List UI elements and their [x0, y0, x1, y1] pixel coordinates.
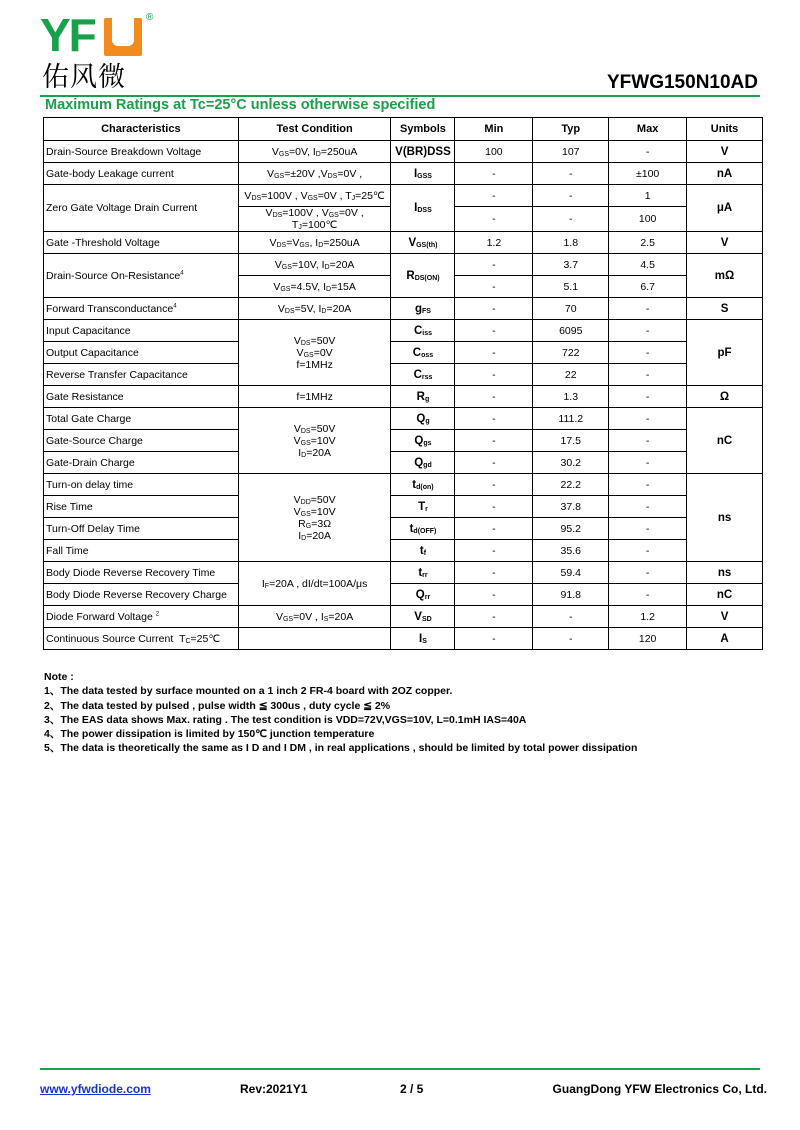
characteristic: Rise Time [44, 496, 239, 518]
characteristic: Forward Transconductance$^4$ [44, 298, 239, 320]
typ-value: 22 [533, 364, 609, 386]
table-row [44, 562, 763, 584]
typ-value: 3.7 [533, 254, 609, 276]
characteristic: Turn-Off Delay Time [44, 518, 239, 540]
min-value: - [455, 628, 533, 650]
unit: V [687, 232, 763, 254]
table-row [44, 141, 763, 163]
characteristic: Gate Resistance [44, 386, 239, 408]
symbol: $Q_{gd}$ [391, 452, 455, 474]
table-row [44, 298, 763, 320]
unit: pF [687, 320, 763, 386]
max-value: - [609, 584, 687, 606]
symbol: $g_{FS}$ [391, 298, 455, 320]
header-characteristics: Characteristics [44, 118, 239, 141]
min-value: - [455, 562, 533, 584]
symbol: $I_S$ [391, 628, 455, 650]
typ-value: 107 [533, 141, 609, 163]
test-condition: $V_{DS}=100V$ , $V_{GS}=0V$ , $T_J=100℃$ [238, 207, 391, 232]
symbol: $t_f$ [391, 540, 455, 562]
note-item: 2、The data tested by pulsed , pulse width ≦ 300us , duty cycle ≦ 2% [44, 699, 391, 712]
test-condition: $V_{GS}=0V$, $I_D=250uA$ [238, 141, 391, 163]
test-condition [238, 628, 391, 650]
company-name: GuangDong YFW Electronics Co, Ltd. [552, 1082, 767, 1096]
typ-value: 111.2 [533, 408, 609, 430]
characteristic: Diode Forward Voltage $^2$ [44, 606, 239, 628]
max-value: - [609, 518, 687, 540]
symbol: $C_{oss}$ [391, 342, 455, 364]
characteristic: Output Capacitance [44, 342, 239, 364]
characteristic: Gate -Threshold Voltage [44, 232, 239, 254]
typ-value: 30.2 [533, 452, 609, 474]
max-value: - [609, 298, 687, 320]
max-value: 1 [609, 185, 687, 207]
table-row [44, 430, 763, 452]
company-logo [40, 10, 170, 95]
page-number: 2 / 5 [400, 1082, 424, 1096]
spec-table [43, 117, 763, 650]
typ-value: 722 [533, 342, 609, 364]
logo-mark [104, 18, 142, 56]
min-value: - [455, 298, 533, 320]
min-value: - [455, 518, 533, 540]
unit: Ω [687, 386, 763, 408]
table-row [44, 364, 763, 386]
table-row [44, 540, 763, 562]
table-row [44, 584, 763, 606]
unit: V [687, 606, 763, 628]
test-condition: $I_F=20A$ , dI/dt=100A/μs [238, 562, 391, 606]
symbol: $R_{DS(ON)}$ [391, 254, 455, 298]
max-value: - [609, 562, 687, 584]
characteristic: Zero Gate Voltage Drain Current [44, 185, 239, 232]
symbol: $C_{iss}$ [391, 320, 455, 342]
table-row [44, 474, 763, 496]
characteristic: Gate-body Leakage current [44, 163, 239, 185]
typ-value: - [533, 163, 609, 185]
max-value: 4.5 [609, 254, 687, 276]
characteristic: Drain-Source Breakdown Voltage [44, 141, 239, 163]
max-value: 2.5 [609, 232, 687, 254]
header-typ: Typ [533, 118, 609, 141]
max-value: - [609, 342, 687, 364]
header-min: Min [455, 118, 533, 141]
test-condition: $V_{GS}=0V$ , $I_S=20A$ [238, 606, 391, 628]
header-test-condition: Test Condition [238, 118, 391, 141]
table-row [44, 518, 763, 540]
header-max: Max [609, 118, 687, 141]
min-value: - [455, 342, 533, 364]
characteristic: Total Gate Charge [44, 408, 239, 430]
test-condition: $V_{DD}=50V$ $V_{GS}=10V$ $R_G=3\Omega$ $I_D=20A$ [238, 474, 391, 562]
test-condition: $V_{GS}=\pm 20V$ $,V_{DS}=0V$ , [238, 163, 391, 185]
test-condition: $V_{GS}=4.5V$, $I_D=15A$ [238, 276, 391, 298]
table-row [44, 452, 763, 474]
test-condition: f=1MHz [238, 386, 391, 408]
unit: S [687, 298, 763, 320]
typ-value: 5.1 [533, 276, 609, 298]
table-row [44, 163, 763, 185]
table-row [44, 606, 763, 628]
max-value: - [609, 540, 687, 562]
unit: mΩ [687, 254, 763, 298]
notes [44, 670, 637, 756]
table-row [44, 386, 763, 408]
note-item: 5、The data is theoretically the same as I D and I DM , in real applications , should be limited by total power dissipation [44, 742, 638, 755]
test-condition: $V_{DS}=5V$, $I_D=20A$ [238, 298, 391, 320]
max-value: - [609, 364, 687, 386]
typ-value: 1.8 [533, 232, 609, 254]
min-value: - [455, 254, 533, 276]
table-row [44, 496, 763, 518]
symbol: $V_{GS(th)}$ [391, 232, 455, 254]
min-value: - [455, 276, 533, 298]
table-row [44, 628, 763, 650]
max-value: - [609, 452, 687, 474]
min-value: - [455, 207, 533, 232]
symbol: $Q_g$ [391, 408, 455, 430]
test-condition: $V_{DS}=50V$ $V_{GS}=0V$ f=1MHz [238, 320, 391, 386]
characteristic: Gate-Drain Charge [44, 452, 239, 474]
table-row [44, 320, 763, 342]
unit: nA [687, 163, 763, 185]
test-condition: $V_{DS}=100V$ , $V_{GS}=0V$ , $T_J=25℃$ [238, 185, 391, 207]
min-value: - [455, 452, 533, 474]
table-row [44, 185, 763, 207]
min-value: - [455, 584, 533, 606]
typ-value: - [533, 207, 609, 232]
table-row [44, 254, 763, 276]
header-symbols: Symbols [391, 118, 455, 141]
characteristic: Turn-on delay time [44, 474, 239, 496]
characteristic: Drain-Source On-Resistance$^4$ [44, 254, 239, 298]
note-item: 4、The power dissipation is limited by 150℃ junction temperature [44, 728, 375, 741]
typ-value: - [533, 628, 609, 650]
max-value: ±100 [609, 163, 687, 185]
symbol: $T_r$ [391, 496, 455, 518]
typ-value: 95.2 [533, 518, 609, 540]
characteristic: Body Diode Reverse Recovery Charge [44, 584, 239, 606]
symbol: $I_{GSS}$ [391, 163, 455, 185]
min-value: - [455, 430, 533, 452]
typ-value: 59.4 [533, 562, 609, 584]
max-value: 120 [609, 628, 687, 650]
characteristic: Fall Time [44, 540, 239, 562]
min-value: - [455, 163, 533, 185]
min-value: - [455, 320, 533, 342]
max-value: - [609, 320, 687, 342]
symbol: $I_{DSS}$ [391, 185, 455, 232]
symbol: $t_{d(on)}$ [391, 474, 455, 496]
typ-value: - [533, 185, 609, 207]
max-value: - [609, 474, 687, 496]
section-title: Maximum Ratings at Tc=25°C unless otherwise specified [45, 97, 436, 113]
max-value: - [609, 386, 687, 408]
typ-value: 37.8 [533, 496, 609, 518]
characteristic: Input Capacitance [44, 320, 239, 342]
table-row [44, 232, 763, 254]
website-link[interactable]: www.yfwdiode.com [40, 1082, 151, 1096]
characteristic: Continuous Source Current $T_C=25℃$ [44, 628, 239, 650]
revision: Rev:2021Y1 [240, 1082, 308, 1096]
unit: nC [687, 584, 763, 606]
typ-value: 1.3 [533, 386, 609, 408]
max-value: - [609, 430, 687, 452]
notes-title: Note : [44, 671, 74, 683]
logo-text: YF [40, 9, 95, 61]
symbol: $Q_{rr}$ [391, 584, 455, 606]
note-item: 1、The data tested by surface mounted on a 1 inch 2 FR-4 board with 2OZ copper. [44, 685, 453, 698]
characteristic: Gate-Source Charge [44, 430, 239, 452]
part-number: YFWG150N10AD [607, 72, 758, 93]
symbol: $t_{d(OFF)}$ [391, 518, 455, 540]
min-value: - [455, 606, 533, 628]
table-header-row [44, 118, 763, 141]
typ-value: 35.6 [533, 540, 609, 562]
unit: A [687, 628, 763, 650]
min-value: 100 [455, 141, 533, 163]
header-units: Units [687, 118, 763, 141]
symbol: $V_{SD}$ [391, 606, 455, 628]
typ-value: 17.5 [533, 430, 609, 452]
max-value: 1.2 [609, 606, 687, 628]
characteristic: Reverse Transfer Capacitance [44, 364, 239, 386]
test-condition: $V_{GS}=10V$, $I_D=20A$ [238, 254, 391, 276]
min-value: - [455, 185, 533, 207]
min-value: - [455, 496, 533, 518]
min-value: - [455, 364, 533, 386]
unit: V [687, 141, 763, 163]
min-value: - [455, 474, 533, 496]
max-value: - [609, 496, 687, 518]
test-condition: $V_{DS}=50V$ $V_{GS}=10V$ $I_D=20A$ [238, 408, 391, 474]
symbol: $Q_{gs}$ [391, 430, 455, 452]
max-value: - [609, 408, 687, 430]
max-value: 6.7 [609, 276, 687, 298]
typ-value: 6095 [533, 320, 609, 342]
logo-registered-mark: ® [146, 12, 154, 23]
symbol: $C_{rss}$ [391, 364, 455, 386]
max-value: - [609, 141, 687, 163]
characteristic: Body Diode Reverse Recovery Time [44, 562, 239, 584]
min-value: - [455, 540, 533, 562]
unit: nC [687, 408, 763, 474]
min-value: - [455, 408, 533, 430]
typ-value: 91.8 [533, 584, 609, 606]
table-row [44, 342, 763, 364]
logo-chinese-name: 佑风微 [42, 62, 126, 93]
typ-value: 70 [533, 298, 609, 320]
symbol: V(BR)DSS [391, 141, 455, 163]
unit: ns [687, 562, 763, 584]
min-value: 1.2 [455, 232, 533, 254]
typ-value: - [533, 606, 609, 628]
unit: ns [687, 474, 763, 562]
footer-divider [40, 1068, 760, 1070]
symbol: $R_g$ [391, 386, 455, 408]
unit: μA [687, 185, 763, 232]
max-value: 100 [609, 207, 687, 232]
test-condition: $V_{DS}=V_{GS}$, $I_D=250uA$ [238, 232, 391, 254]
table-row [44, 408, 763, 430]
typ-value: 22.2 [533, 474, 609, 496]
min-value: - [455, 386, 533, 408]
symbol: $t_{rr}$ [391, 562, 455, 584]
note-item: 3、The EAS data shows Max. rating . The test condition is VDD=72V,VGS=10V, L=0.1mH IAS=40A [44, 713, 527, 726]
